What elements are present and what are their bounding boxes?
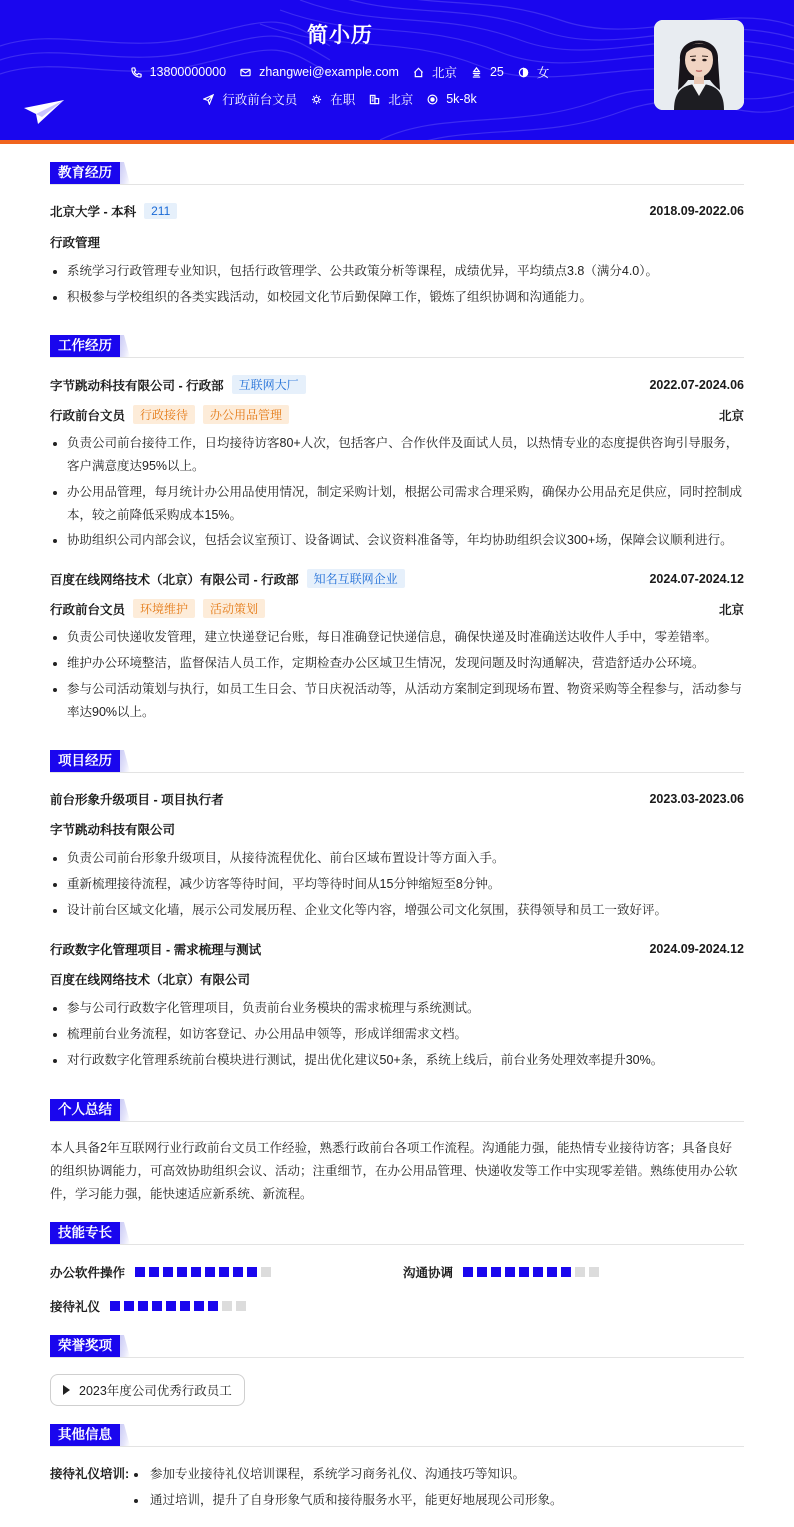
skill-level-square	[177, 1267, 187, 1277]
job-date: 2022.07-2024.06	[649, 377, 744, 392]
age-item	[471, 65, 504, 79]
project-section-title	[50, 750, 130, 772]
skill-tag: 环境维护	[133, 599, 195, 618]
skill-level-bar	[110, 1301, 250, 1311]
skill-level-square	[152, 1301, 162, 1311]
skill-level-square	[222, 1301, 232, 1311]
job-header-row	[50, 375, 744, 394]
city-item	[369, 90, 413, 108]
project-bullet: 负责公司前台形象升级项目，从接待流程优化、前台区域布置设计等方面入手。	[50, 847, 744, 870]
job-date: 2024.07-2024.12	[649, 571, 744, 586]
title-tail	[120, 1335, 130, 1357]
age-text: 25	[489, 65, 504, 79]
profile-photo	[654, 20, 744, 110]
skill-level-square	[124, 1301, 134, 1311]
skill-level-square	[533, 1267, 543, 1277]
title-tail	[120, 162, 130, 184]
skill-level-square	[547, 1267, 557, 1277]
skill-level-square	[247, 1267, 257, 1277]
project-header-row	[50, 790, 744, 808]
salary-text: 5k-8k	[446, 92, 477, 106]
skill-level-bar	[463, 1267, 603, 1277]
school-tag: 211	[144, 203, 177, 219]
building-icon	[369, 94, 380, 105]
job-bullet: 办公用品管理，每月统计办公用品使用情况，制定采购计划，根据公司需求合理采购，确保办公用品充足供应，同时控制成本，较之前降低采购成本15%。	[50, 481, 744, 527]
section-divider	[50, 184, 744, 185]
education-section-title	[50, 162, 130, 184]
education-bullet: 系统学习行政管理专业知识，包括行政管理学、公共政策分析等课程，成绩优异，平均绩点3.8（满分4.0）。	[50, 260, 744, 283]
gender-icon	[518, 67, 529, 78]
skill-item	[403, 1263, 603, 1281]
header-accent-line	[0, 140, 794, 144]
skill-level-square	[205, 1267, 215, 1277]
project-company: 字节跳动科技有限公司	[50, 823, 176, 837]
skill-level-square	[110, 1301, 120, 1311]
skill-level-square	[236, 1301, 246, 1311]
education-date: 2018.09-2022.06	[649, 204, 744, 218]
job-bullet: 维护办公环境整洁，监督保洁人员工作，定期检查办公区域卫生情况，发现问题及时沟通解决，营造舒适办公环境。	[50, 652, 744, 675]
project-company-row	[50, 820, 744, 838]
skill-level-square	[575, 1267, 585, 1277]
position-item	[203, 90, 297, 108]
section-divider	[50, 1446, 744, 1447]
skill-level-square	[191, 1267, 201, 1277]
skill-level-square	[477, 1267, 487, 1277]
summary-title-label: 个人总结	[50, 1099, 120, 1121]
portrait-image	[654, 20, 744, 110]
project-bullet: 设计前台区域文化墙，展示公司发展历程、企业文化等内容，增强公司文化氛围，获得领导和员工一致好评。	[50, 899, 744, 922]
skill-level-square	[463, 1267, 473, 1277]
skills-section-title	[50, 1222, 130, 1244]
project-date: 2023.03-2023.06	[649, 792, 744, 806]
project-name: 行政数字化管理项目 - 需求梳理与测试	[50, 943, 262, 957]
project-bullet: 重新梳理接待流程，减少访客等待时间，平均等待时间从15分钟缩短至8分钟。	[50, 873, 744, 896]
skill-level-square	[138, 1301, 148, 1311]
title-tail	[120, 1099, 130, 1121]
project-name: 前台形象升级项目 - 项目执行者	[50, 793, 224, 807]
skill-level-bar	[135, 1267, 275, 1277]
skill-level-square	[491, 1267, 501, 1277]
job-position-row	[50, 599, 744, 618]
company-tag: 互联网大厂	[232, 375, 306, 394]
skill-level-square	[589, 1267, 599, 1277]
major-name: 行政管理	[50, 236, 101, 250]
skill-level-square	[135, 1267, 145, 1277]
skill-tag: 办公用品管理	[203, 405, 289, 424]
other-bullet: 参加专业接待礼仪培训课程，系统学习商务礼仪、沟通技巧等知识。	[133, 1463, 744, 1486]
skill-level-square	[208, 1301, 218, 1311]
expand-triangle-icon	[63, 1385, 70, 1395]
skill-tag: 活动策划	[203, 599, 265, 618]
phone-icon	[131, 67, 142, 78]
skill-level-square	[233, 1267, 243, 1277]
email-text: zhangwei@example.com	[259, 65, 399, 79]
job-position-row	[50, 405, 744, 424]
phone-item	[131, 65, 226, 79]
education-title-label: 教育经历	[50, 162, 120, 184]
skill-name: 接待礼仪	[50, 1300, 101, 1314]
resume-header	[0, 0, 794, 140]
other-info-label: 接待礼仪培训:	[50, 1467, 130, 1481]
education-bullet: 积极参与学校组织的各类实践活动，如校园文化节后勤保障工作，锻炼了组织协调和沟通能力。	[50, 286, 744, 309]
skill-level-square	[561, 1267, 571, 1277]
project-date: 2024.09-2024.12	[649, 942, 744, 956]
work-title-label: 工作经历	[50, 335, 120, 357]
other-title-label: 其他信息	[50, 1424, 120, 1446]
job-position: 行政前台文员	[50, 602, 126, 617]
status-item	[311, 90, 355, 108]
skill-level-square	[219, 1267, 229, 1277]
job-position: 行政前台文员	[50, 408, 126, 423]
email-item	[240, 65, 399, 79]
skill-level-square	[519, 1267, 529, 1277]
job-bullet: 负责公司前台接待工作，日均接待访客80+人次，包括客户、合作伙伴及面试人员，以热情专业的态度提供咨询引导服务，客户满意度达95%以上。	[50, 432, 744, 478]
honors-title-label: 荣誉奖项	[50, 1335, 120, 1357]
job-intent-row	[0, 90, 680, 108]
skills-title-label: 技能专长	[50, 1222, 120, 1244]
other-bullet: 通过培训，提升了自身形象气质和接待服务水平，能更好地展现公司形象。	[133, 1489, 744, 1512]
title-tail	[120, 750, 130, 772]
summary-section-title	[50, 1099, 130, 1121]
city-text: 北京	[388, 93, 414, 107]
skill-level-square	[261, 1267, 271, 1277]
title-tail	[120, 1222, 130, 1244]
skill-level-square	[194, 1301, 204, 1311]
candidate-name: 简小历	[307, 24, 373, 47]
award-item[interactable]	[50, 1374, 245, 1406]
major-row	[50, 233, 744, 251]
skill-item	[50, 1263, 275, 1281]
skill-name: 办公软件操作	[50, 1266, 126, 1280]
project-bullet: 参与公司行政数字化管理项目，负责前台业务模块的需求梳理与系统测试。	[50, 997, 744, 1020]
salary-icon	[427, 94, 438, 105]
skill-tag: 行政接待	[133, 405, 195, 424]
skill-item	[50, 1297, 250, 1315]
project-header-row	[50, 940, 744, 958]
section-divider	[50, 1357, 744, 1358]
project-company: 百度在线网络技术（北京）有限公司	[50, 973, 251, 987]
status-icon	[311, 94, 322, 105]
mail-icon	[240, 67, 251, 78]
work-section-title	[50, 335, 130, 357]
job-city: 北京	[718, 602, 744, 617]
location-item	[413, 63, 457, 81]
salary-item	[427, 92, 477, 106]
home-icon	[413, 67, 424, 78]
section-divider	[50, 772, 744, 773]
title-tail	[120, 335, 130, 357]
award-text: 2023年度公司优秀行政员工	[79, 1384, 232, 1398]
section-divider	[50, 357, 744, 358]
position-text: 行政前台文员	[222, 93, 298, 107]
project-bullet: 梳理前台业务流程，如访客登记、办公用品申领等，形成详细需求文档。	[50, 1023, 744, 1046]
school-name: 北京大学 - 本科	[50, 205, 137, 219]
gender-item	[518, 63, 550, 81]
title-tail	[120, 1424, 130, 1446]
skill-level-square	[163, 1267, 173, 1277]
education-header-row	[50, 202, 744, 220]
company-name: 字节跳动科技有限公司 - 行政部	[50, 378, 224, 393]
project-company-row	[50, 970, 744, 988]
job-city: 北京	[718, 408, 744, 423]
skill-name: 沟通协调	[403, 1266, 454, 1280]
person-icon	[471, 67, 482, 78]
skill-level-square	[180, 1301, 190, 1311]
send-icon	[203, 94, 214, 105]
phone-text: 13800000000	[149, 65, 227, 79]
honors-section-title	[50, 1335, 130, 1357]
company-tag: 知名互联网企业	[307, 569, 405, 588]
job-header-row	[50, 569, 744, 588]
job-bullet: 参与公司活动策划与执行，如员工生日会、节日庆祝活动等，从活动方案制定到现场布置、物资采购等全程参与，活动参与率达90%以上。	[50, 678, 744, 724]
skill-level-square	[505, 1267, 515, 1277]
location-text: 北京	[431, 66, 457, 80]
other-section-title	[50, 1424, 130, 1446]
project-bullet: 对行政数字化管理系统前台模块进行测试，提出优化建议50+条，系统上线后，前台业务处理效率提升30%。	[50, 1049, 744, 1072]
job-bullet: 协助组织公司内部会议，包括会议室预订、设备调试、会议资料准备等，年均协助组织会议300+场，保障会议顺利进行。	[50, 529, 744, 552]
status-text: 在职	[330, 93, 356, 107]
skill-level-square	[149, 1267, 159, 1277]
project-title-label: 项目经历	[50, 750, 120, 772]
gender-text: 女	[536, 66, 550, 80]
contact-row	[0, 63, 680, 81]
skill-level-square	[166, 1301, 176, 1311]
job-bullet: 负责公司快递收发管理，建立快递登记台账，每日准确登记快递信息，确保快递及时准确送达收件人手中，零差错率。	[50, 626, 744, 649]
section-divider	[50, 1244, 744, 1245]
section-divider	[50, 1121, 744, 1122]
summary-text: 本人具备2年互联网行业行政前台文员工作经验，熟悉行政前台各项工作流程。沟通能力强，能热情专业接待访客；具备良好的组织协调能力，可高效协助组织会议、活动；注重细节，在办公用品管理、快递收发等工作中实现零差错。熟练使用办公软件，学习能力强，能快速适应新系统、新流程。	[50, 1141, 738, 1201]
company-name: 百度在线网络技术（北京）有限公司 - 行政部	[50, 572, 299, 587]
